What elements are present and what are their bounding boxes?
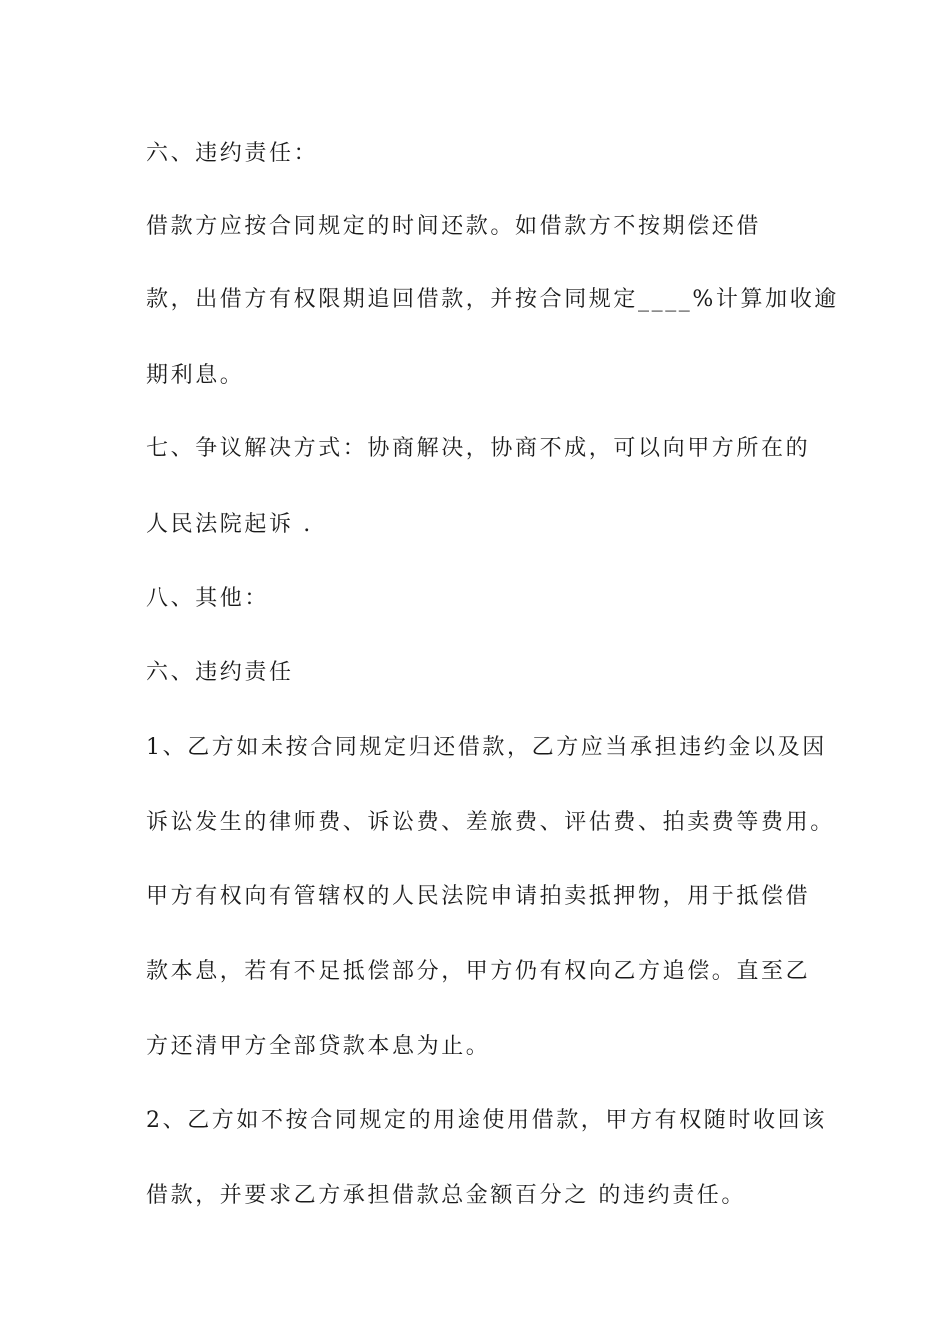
paragraph-line: 方还清甲方全部贷款本息为止。	[146, 1034, 491, 1059]
section-heading-breach-liability: 六、违约责任：	[146, 141, 319, 166]
paragraph-line: 款，出借方有权限期追回借款，并按合同规定____%计算加收逾	[146, 287, 839, 312]
section-heading-other: 八、其他：	[146, 586, 270, 611]
section-heading-breach-liability-2: 六、违约责任	[146, 660, 294, 685]
paragraph-line: 甲方有权向有管辖权的人民法院申请拍卖抵押物，用于抵偿借	[146, 884, 811, 909]
paragraph-line: 2、乙方如不按合同规定的用途使用借款，甲方有权随时收回该	[146, 1108, 827, 1133]
paragraph-line: 诉讼发生的律师费、诉讼费、差旅费、评估费、拍卖费等费用。	[146, 810, 835, 835]
paragraph-line: 1、乙方如未按合同规定归还借款，乙方应当承担违约金以及因	[146, 735, 827, 760]
paragraph-line: 款本息，若有不足抵偿部分，甲方仍有权向乙方追偿。直至乙	[146, 959, 811, 984]
paragraph-line: 借款，并要求乙方承担借款总金额百分之 的违约责任。	[146, 1183, 746, 1208]
paragraph-line: 借款方应按合同规定的时间还款。如借款方不按期偿还借	[146, 214, 762, 239]
paragraph-line: 人民法院起诉 .	[146, 512, 313, 537]
paragraph-line: 期利息。	[146, 363, 245, 388]
section-heading-dispute-resolution: 七、争议解决方式：协商解决，协商不成，可以向甲方所在的	[146, 436, 811, 461]
